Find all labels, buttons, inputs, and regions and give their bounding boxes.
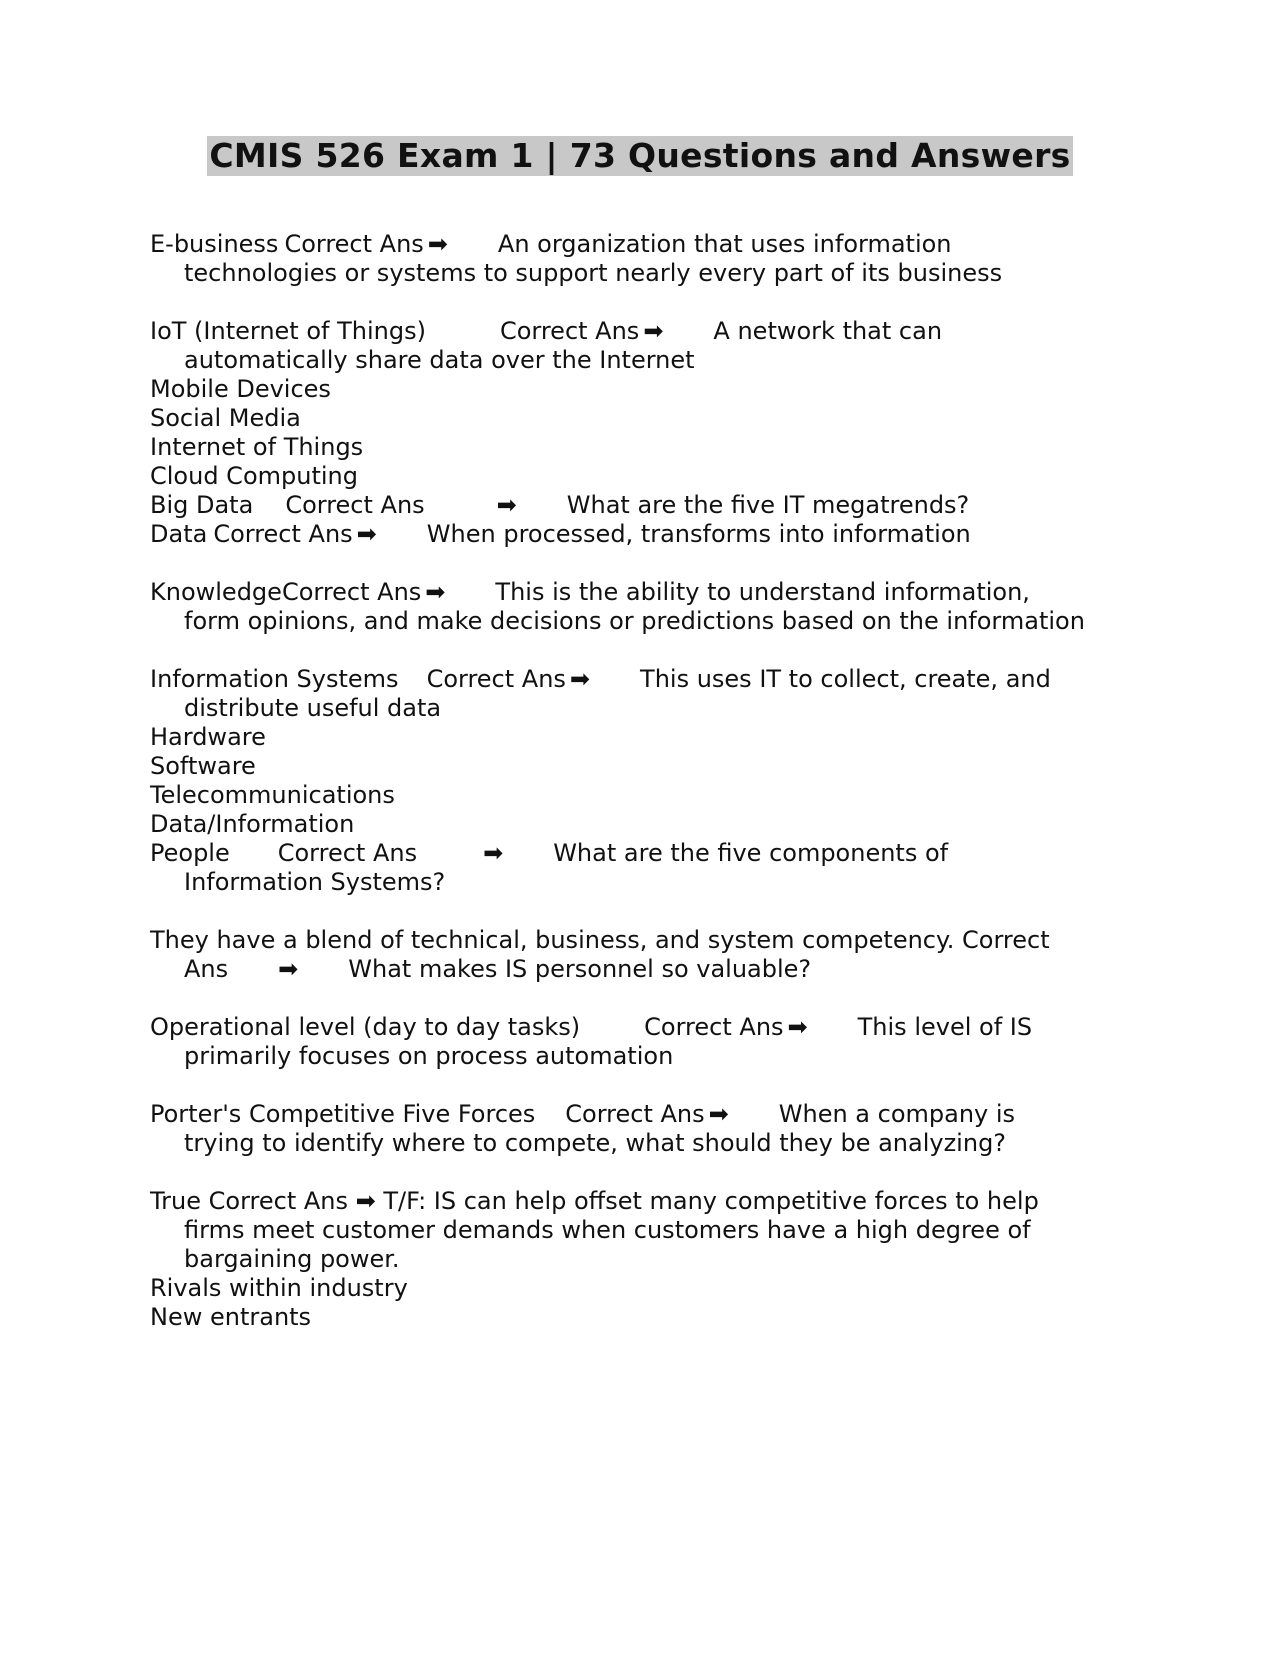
qa-entry-iot [150,317,1150,375]
arrow-right-icon: ➡ [483,839,504,867]
answer-marker-part: Correct [962,926,1050,954]
definition-continuation: trying to identify where to compete, what should they be analyzing? [184,1129,1007,1157]
answer-marker: Correct Ans [277,839,418,867]
list-item: Rivals within industry [150,1274,408,1302]
answer-marker: Correct Ans [644,1013,784,1041]
term: People [150,839,230,867]
qa-entry-is-components [150,723,1150,897]
qa-entry-operational-level [150,1013,1150,1071]
question: What makes IS personnel so valuable? [348,955,812,983]
list-item: Internet of Things [150,433,364,461]
answer-marker: Correct Ans [208,1187,348,1215]
arrow-right-icon: ➡ [643,317,664,345]
list-item: Cloud Computing [150,462,358,490]
arrow-right-icon: ➡ [708,1100,729,1128]
list-item: Data/Information [150,810,355,838]
document-body [150,230,1150,1332]
answer-marker: Correct Ans [426,665,566,693]
answer-marker: Correct Ans [285,491,425,519]
definition-continuation: primarily focuses on process automation [184,1042,674,1070]
qa-entry-megatrends [150,375,1150,520]
arrow-right-icon: ➡ [355,1187,376,1215]
definition-continuation: distribute useful data [184,694,442,722]
term: Big Data [150,491,254,519]
definition-continuation: automatically share data over the Internet [184,346,695,374]
qa-entry-porters-five-forces [150,1100,1150,1158]
answer-marker: Correct Ans [213,520,353,548]
list-item: Software [150,752,256,780]
term: Information Systems [150,665,399,693]
answer-marker: Correct Ans [499,317,640,345]
question: What are the five components of [553,839,949,867]
document-title: CMIS 526 Exam 1 | 73 Questions and Answers [209,136,1071,175]
title-wrap [0,136,1280,176]
term: True [150,1187,201,1215]
term: They have a blend of technical, business, and system competency. [150,926,955,954]
term: Knowledge [150,578,282,606]
list-item: Telecommunications [150,781,395,809]
definition: This level of IS [857,1013,1033,1041]
definition: An organization that uses information [497,230,952,258]
arrow-right-icon: ➡ [787,1013,808,1041]
list-item: Hardware [150,723,266,751]
list-item: Mobile Devices [150,375,331,403]
definition: This uses IT to collect, create, and [640,665,1051,693]
definition-continuation: technologies or systems to support nearly every part of its business [184,259,1003,287]
term: Data [150,520,208,548]
list-item: Social Media [150,404,301,432]
qa-entry-five-forces-list [150,1274,1150,1332]
answer-marker-part: Ans [184,955,229,983]
qa-entry-knowledge [150,578,1150,636]
term: IoT (Internet of Things) [150,317,426,345]
arrow-right-icon: ➡ [496,491,517,519]
term: E-business [150,230,279,258]
arrow-right-icon: ➡ [425,578,446,606]
arrow-right-icon: ➡ [427,230,448,258]
definition: This is the ability to understand information, [495,578,1030,606]
definition-continuation: bargaining power. [184,1245,400,1273]
qa-entry-e-business [150,230,1150,288]
definition: When processed, transforms into information [426,520,971,548]
arrow-right-icon: ➡ [569,665,591,693]
answer-marker: Correct Ans [281,578,422,606]
answer-marker: Correct Ans [565,1100,705,1128]
definition: T/F: IS can help offset many competitive forces to help [383,1187,1039,1215]
definition-continuation: form opinions, and make decisions or predictions based on the information [184,607,1085,635]
qa-entry-information-systems [150,665,1150,723]
definition-continuation: firms meet customer demands when customers have a high degree of [184,1216,1031,1244]
definition: A network that can [713,317,943,345]
definition: When a company is [778,1100,1016,1128]
term: Porter's Competitive Five Forces [150,1100,536,1128]
list-item: New entrants [150,1303,312,1331]
qa-entry-is-personnel [150,926,1150,984]
term: Operational level (day to day tasks) [150,1013,581,1041]
question-continuation: Information Systems? [184,868,446,896]
qa-entry-data [150,520,1150,549]
arrow-right-icon: ➡ [356,520,377,548]
arrow-right-icon: ➡ [278,955,299,983]
question: What are the five IT megatrends? [566,491,970,519]
qa-entry-true-false [150,1187,1150,1274]
answer-marker: Correct Ans [284,230,424,258]
